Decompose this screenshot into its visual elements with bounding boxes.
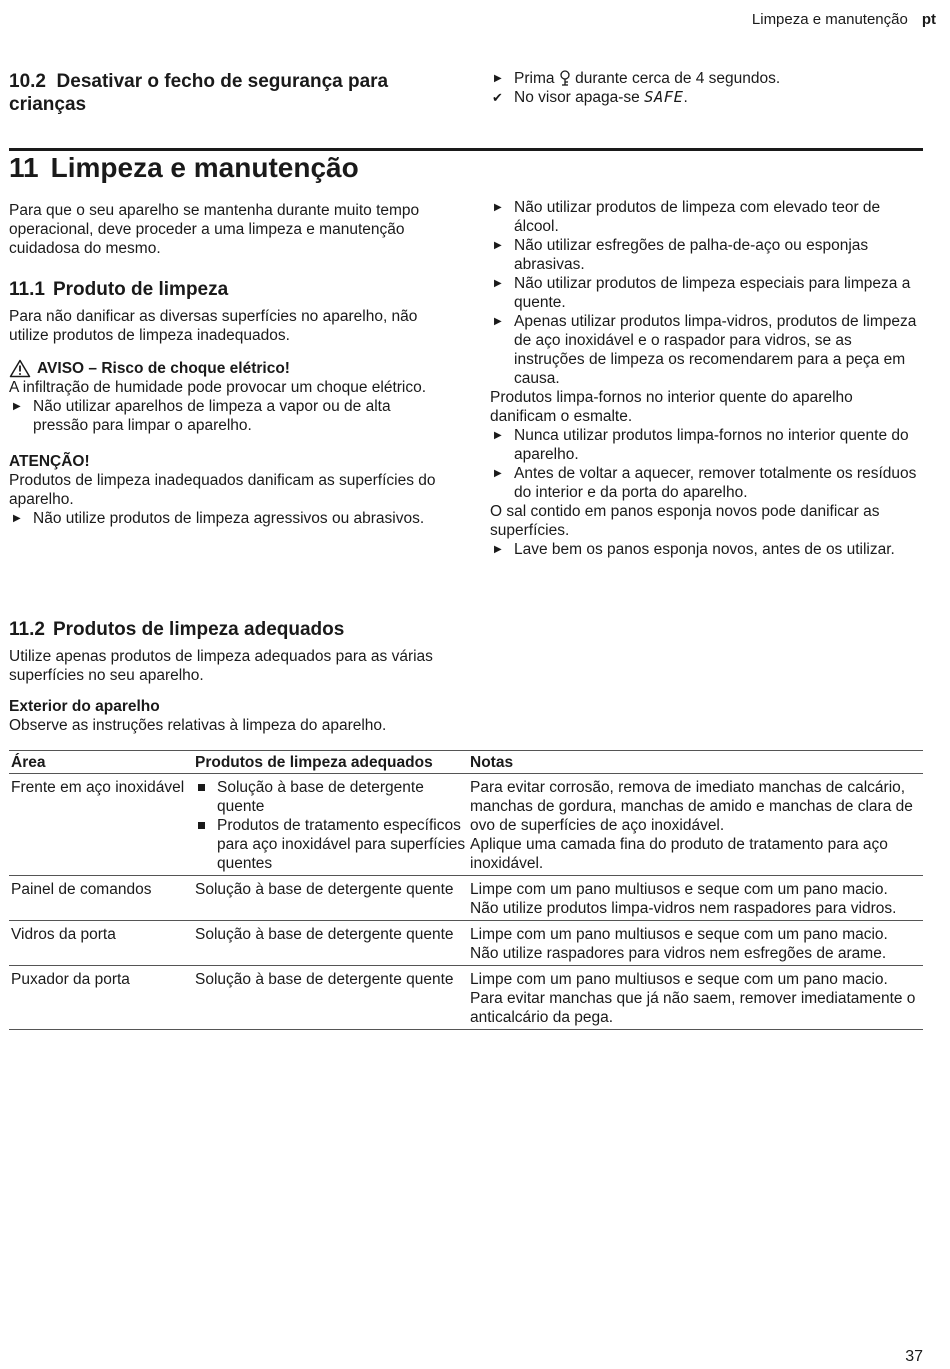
chapter-number: 11 — [9, 152, 39, 183]
right-column — [490, 198, 920, 559]
section-number: 10.2 — [9, 71, 46, 92]
section-11-1-intro: Para não danificar as diversas superfícies no aparelho, não utilize produtos de limpeza inadequados. — [9, 308, 418, 344]
triangle-bullet-icon: ▶ — [494, 278, 502, 289]
square-bullet-icon — [198, 784, 205, 791]
column-header-products: Produtos de limpeza adequados — [193, 751, 468, 774]
column-header-area: Área — [9, 751, 193, 774]
triangle-bullet-icon: ▶ — [13, 513, 21, 524]
triangle-bullet-icon: ▶ — [494, 468, 502, 479]
triangle-bullet-icon: ▶ — [494, 544, 502, 555]
warning-instruction: ▶ Não utilizar aparelhos de limpeza a vapor ou de alta pressão para limpar o aparelho. — [13, 398, 391, 434]
list-item: ▶ Nunca utilizar produtos limpa-fornos no interior quente do aparelho. — [494, 427, 909, 463]
triangle-bullet-icon: ▶ — [494, 202, 502, 213]
cell-notes: Limpe com um pano multiusos e seque com um pano macio. Não utilize raspadores para vidros nem esfregões de arame. — [468, 921, 923, 966]
chapter-intro: Para que o seu aparelho se mantenha durante muito tempo operacional, deve proceder a uma limpeza e manutenção cuidadosa do mesmo. — [9, 202, 420, 257]
header-section-title: Limpeza e manutenção — [751, 11, 908, 28]
list-item: ▶ Lave bem os panos esponja novos, antes de os utilizar. — [494, 541, 895, 558]
cell-area: Frente em aço inoxidável — [9, 774, 193, 876]
display-symbol-safe: SAFE — [644, 88, 684, 106]
subheading-exterior: Exterior do aparelho — [9, 698, 160, 715]
section-11-1-heading: 11.1 Produto de limpeza — [9, 279, 229, 300]
checkmark-icon: ✔ — [492, 90, 503, 105]
page-number: 37 — [905, 1348, 923, 1365]
header-language: pt — [921, 11, 936, 28]
triangle-bullet-icon: ▶ — [494, 73, 502, 84]
running-header — [752, 11, 936, 28]
table-row — [9, 921, 923, 966]
cell-area: Painel de comandos — [9, 876, 193, 921]
step-item: ▶ Prima durante cerca de 4 segundos. — [494, 70, 781, 87]
chapter-rule — [9, 148, 923, 151]
list-item: ▶ Apenas utilizar produtos limpa-vidros, produtos de limpeza de aço inoxidável e o raspador para vidros, se as instruções de limpeza os recomendarem para a peça em causa. — [494, 313, 917, 387]
cell-products: Solução à base de detergente quente — [193, 876, 468, 921]
section-10-2-heading — [9, 70, 459, 116]
subheading-text: Observe as instruções relativas à limpeza do aparelho. — [9, 717, 387, 734]
attention-instruction: ▶ Não utilize produtos de limpeza agressivos ou abrasivos. — [13, 510, 425, 527]
cell-area: Vidros da porta — [9, 921, 193, 966]
table-row — [9, 876, 923, 921]
attention-heading: ATENÇÃO! — [9, 453, 90, 470]
column-header-notes: Notas — [468, 751, 923, 774]
cell-notes: Para evitar corrosão, remova de imediato manchas de calcário, manchas de gordura, manchas de amido e manchas de clara de ovo de superfícies de aço inoxidável. Aplique uma camada fina do produto de tratamento para aço inoxidável. — [468, 774, 923, 876]
list-item: ▶ Não utilizar esfregões de palha-de-aço ou esponjas abrasivas. — [494, 237, 869, 273]
triangle-bullet-icon: ▶ — [494, 316, 502, 327]
list-item: ▶ Antes de voltar a aquecer, remover totalmente os resíduos do interior e da porta do aparelho. — [494, 465, 917, 501]
cell-notes: Limpe com um pano multiusos e seque com um pano macio. Não utilize produtos limpa-vidros nem raspadores para vidros. — [468, 876, 923, 921]
warning-heading: AVISO – Risco de choque elétrico! — [9, 359, 449, 378]
cell-notes: Limpe com um pano multiusos e seque com um pano macio. Para evitar manchas que já não saem, remover imediatamente o anticalcário da pega. — [468, 966, 923, 1030]
cleaning-products-table — [9, 750, 923, 1030]
section-11-2 — [9, 618, 449, 735]
key-lock-icon — [559, 70, 571, 86]
table-row — [9, 966, 923, 1030]
triangle-bullet-icon: ▶ — [494, 430, 502, 441]
cell-area: Puxador da porta — [9, 966, 193, 1030]
table-header-row — [9, 751, 923, 774]
list-item: Produtos de tratamento específicos para aço inoxidável para superfícies quentes — [195, 816, 466, 873]
cell-products: Solução à base de detergente quente — [193, 921, 468, 966]
list-item: Solução à base de detergente quente — [195, 778, 466, 816]
cell-products — [193, 774, 468, 876]
left-column — [9, 201, 449, 528]
square-bullet-icon — [198, 822, 205, 829]
warning-text: A infiltração de humidade pode provocar um choque elétrico. — [9, 379, 427, 396]
chapter-title: Limpeza e manutenção — [50, 152, 359, 183]
attention-text: Produtos de limpeza inadequados danificam as superfícies do aparelho. — [9, 472, 436, 508]
result-item: ✔ No visor apaga-se SAFE. — [492, 88, 688, 106]
table-row — [9, 774, 923, 876]
list-item: ▶ Não utilizar produtos de limpeza com elevado teor de álcool. — [494, 199, 881, 235]
cell-products: Solução à base de detergente quente — [193, 966, 468, 1030]
chapter-11-heading — [9, 152, 359, 184]
oven-cleaner-text: Produtos limpa-fornos no interior quente do aparelho danificam o esmalte. — [490, 389, 853, 425]
section-title: Desativar o fecho de segurança para crianças — [9, 71, 389, 115]
section-11-2-intro: Utilize apenas produtos de limpeza adequados para as várias superfícies no seu aparelho. — [9, 648, 433, 684]
section-11-2-heading: 11.2 Produtos de limpeza adequados — [9, 619, 345, 640]
triangle-bullet-icon: ▶ — [13, 401, 21, 412]
triangle-bullet-icon: ▶ — [494, 240, 502, 251]
warning-triangle-icon — [9, 359, 31, 378]
salt-text: O sal contido em panos esponja novos pode danificar as superfícies. — [490, 503, 880, 539]
section-10-2-steps — [490, 69, 920, 107]
list-item: ▶ Não utilizar produtos de limpeza especiais para limpeza a quente. — [494, 275, 911, 311]
